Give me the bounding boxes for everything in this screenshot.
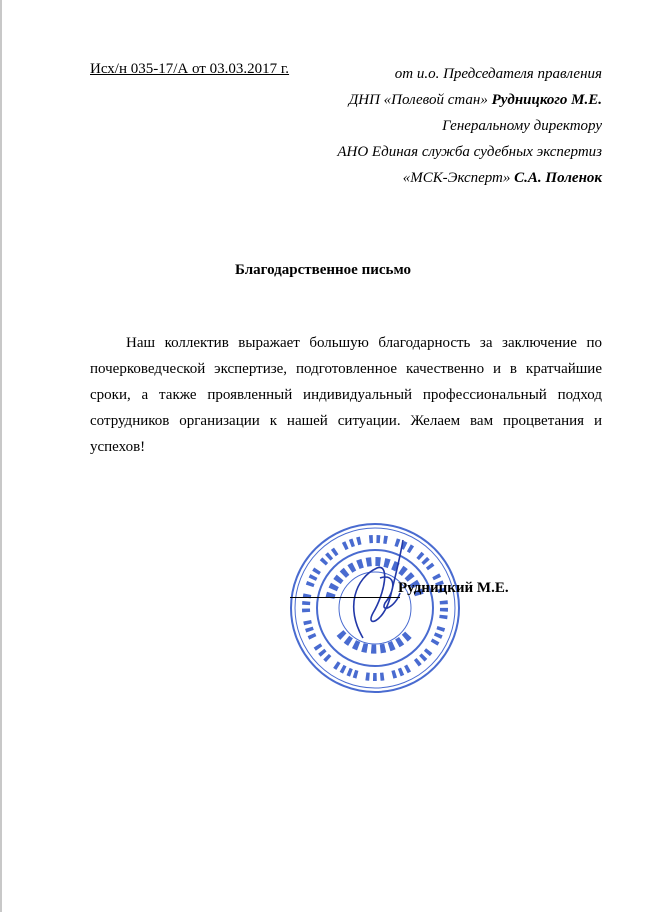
letter-body: Наш коллектив выражает большую благодарность за заключение по почерковедческой экспертизе, подготовленное качественно и в кратчайшие сроки, а также проявленный индивидуальный профессиональный подход сотрудников организации к нашей ситуации. Желаем вам процветания и успехов! [90,335,602,455]
stamp-seal [285,518,465,698]
addressee-org: ДНП «Полевой стан» [348,92,492,108]
page-edge [0,0,2,912]
signatory-name: Рудницкий М.Е. [398,580,509,596]
letter-title: Благодарственное письмо [235,262,411,278]
addressee-line-3: Генеральному директору [442,118,602,134]
addressee-line-4: АНО Единая служба судебных экспертиз [337,144,602,160]
sender-name: Рудницкого М.Е. [491,92,602,108]
addressee-line-1: от и.о. Председателя правления [394,66,602,82]
addressee-block [337,61,602,191]
recipient-name: С.А. Поленок [514,170,602,186]
signature-line [290,597,400,598]
addressee-line-5 [337,165,602,191]
addressee-line-2 [337,87,602,113]
outgoing-reference: Исх/н 035-17/А от 03.03.2017 г. [90,61,290,77]
recipient-org: «МСК-Эксперт» [402,170,515,186]
